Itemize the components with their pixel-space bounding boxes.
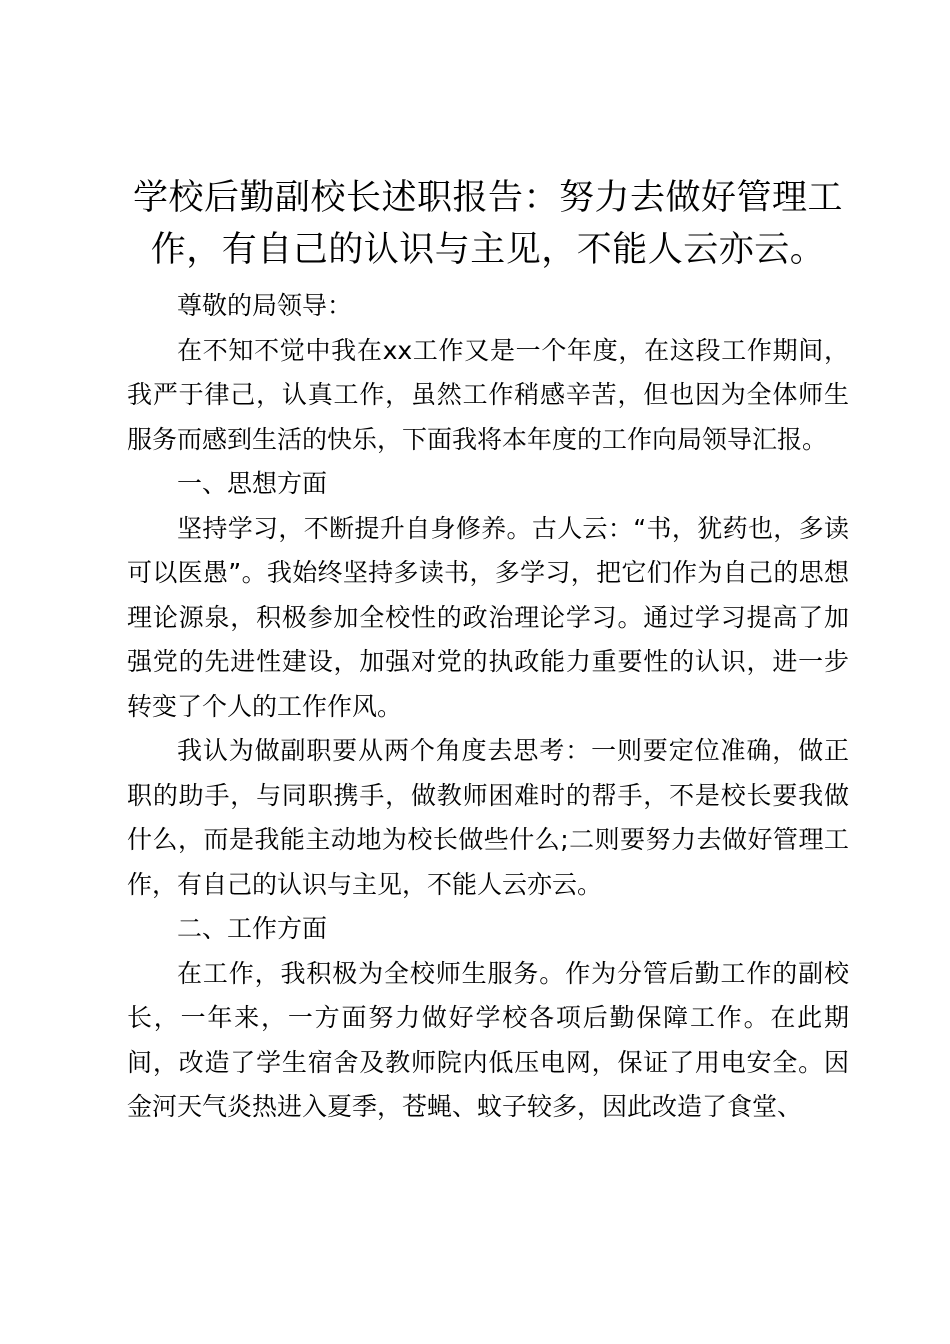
paragraph-intro: 在不知不觉中我在xx工作又是一个年度，在这段工作期间，我严于律己，认真工作，虽然工作稍感辛苦，但也因为全体师生服务而感到生活的快乐，下面我将本年度的工作向局领导汇报。 <box>127 335 849 454</box>
document-title: 学校后勤副校长述职报告：努力去做好管理工作，有自己的认识与主见，不能人云亦云。 <box>132 178 843 270</box>
paragraph-work: 在工作，我积极为全校师生服务。作为分管后勤工作的副校长，一年来，一方面努力做好学校各项后勤保障工作。在此期间，改造了学生宿舍及教师院内低压电网，保证了用电安全。因金河天气炎热进入夏季，苍蝇、蚊子较多，因此改造了食堂、 <box>127 958 849 1121</box>
paragraph-study: 坚持学习，不断提升自身修养。古人云：“书，犹药也，多读可以医愚”。我始终坚持多读书，多学习，把它们作为自己的思想理论源泉，积极参加全校性的政治理论学习。通过学习提高了加强党的先进性建设，加强对党的执政能力重要性的认识，进一步转变了个人的工作作风。 <box>127 513 849 721</box>
section-heading-thought: 一、思想方面 <box>177 469 328 498</box>
document-content <box>127 172 849 1130</box>
document-body <box>127 284 849 1130</box>
salutation: 尊敬的局领导： <box>177 291 353 320</box>
section-heading-work: 二、工作方面 <box>177 914 328 943</box>
paragraph-deputy-role: 我认为做副职要从两个角度去思考：一则要定位准确，做正职的助手，与同职携手，做教师困难时的帮手，不是校长要我做什么，而是我能主动地为校长做些什么;二则要努力去做好管理工作，有自己的认识与主见，不能人云亦云。 <box>127 736 849 899</box>
